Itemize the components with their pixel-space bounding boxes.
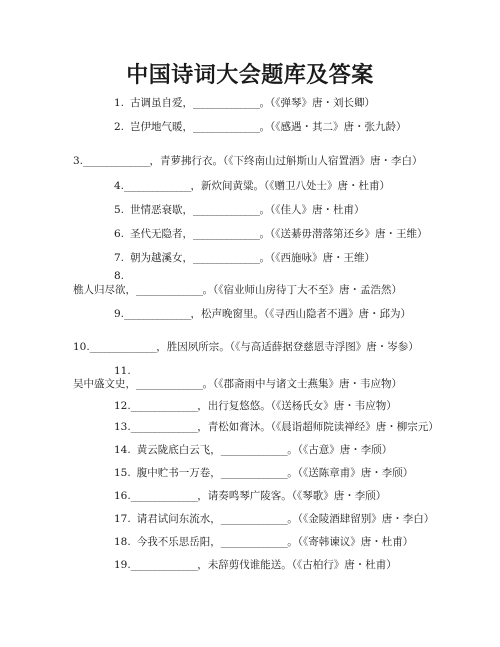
question-number: 10. xyxy=(73,341,90,353)
question-text-after: 。（《送綦毋潜落第还乡》唐・王维） xyxy=(259,228,428,240)
question-text-before: 岂伊地气暖， xyxy=(130,121,194,133)
question-text-before: 世情恶衰歇， xyxy=(130,204,194,216)
question-number: 13. xyxy=(114,421,131,433)
answer-blank: ______________ xyxy=(89,341,157,353)
answer-blank: ______________ xyxy=(124,180,191,192)
question-number: 19. xyxy=(114,559,131,571)
question-text-after: ，松声晚窗里。（《寻西山隐者不遇》唐・邱为） xyxy=(190,308,412,320)
question-4 xyxy=(114,180,390,193)
question-number: 14. xyxy=(114,444,131,456)
answer-blank: ______________ xyxy=(130,490,198,502)
answer-blank: ______________ xyxy=(193,204,260,216)
question-12 xyxy=(114,400,397,413)
question-15 xyxy=(114,467,413,480)
question-text-before: 古调虽自爱， xyxy=(130,97,194,109)
question-8 xyxy=(73,284,402,297)
question-text-after: ，青松如膏沐。（《晨诣超师院读禅经》唐・柳宗元） xyxy=(197,421,439,433)
question-text-before: 黄云陇底白云飞， xyxy=(136,444,221,456)
question-text-after: 。（《郡斋雨中与诸文士燕集》唐・韦应物） xyxy=(202,378,402,390)
answer-blank: ______________ xyxy=(193,228,260,240)
question-number: 2. xyxy=(114,121,125,133)
question-text-before: 圣代无隐者， xyxy=(130,228,194,240)
question-10 xyxy=(73,341,419,354)
answer-blank: ______________ xyxy=(136,378,203,390)
question-text-before: 今我不乐思岳阳， xyxy=(136,536,221,548)
question-text-after: 。（《送陈章甫》唐・李颀） xyxy=(287,467,414,479)
question-text-before: 请君试问东流水， xyxy=(136,513,221,525)
question-18 xyxy=(114,536,413,549)
question-text-after: 。（《金陵酒肆留别》唐・李白） xyxy=(287,513,435,525)
question-number: 4. xyxy=(114,180,125,192)
question-number: 7. xyxy=(114,252,125,264)
question-text-after: 。（《感遇・其二》唐・张九龄） xyxy=(259,121,407,133)
answer-blank: ______________ xyxy=(220,444,288,456)
question-16 xyxy=(114,490,386,503)
question-9 xyxy=(114,308,411,321)
question-text-after: 。（《宿业师山房待丁大不至》唐・孟浩然） xyxy=(202,284,402,296)
question-text-before: 樵人归尽欲， xyxy=(73,284,136,296)
answer-blank: ______________ xyxy=(220,513,288,525)
answer-blank: ______________ xyxy=(136,284,203,296)
answer-blank: ______________ xyxy=(193,97,260,109)
question-text-before: 腹中贮书一万卷， xyxy=(136,467,221,479)
question-2 xyxy=(114,121,407,134)
question-number: 5. xyxy=(114,204,125,216)
question-17 xyxy=(114,513,434,526)
question-text-after: ，未辞剪伐谁能送。（《古柏行》唐・杜甫） xyxy=(197,559,397,571)
question-text-after: ，出行复悠悠。（《送杨氏女》唐・韦应物） xyxy=(197,400,397,412)
answer-blank: ______________ xyxy=(130,421,198,433)
question-3 xyxy=(73,155,423,168)
question-text-after: 。（《佳人》唐・杜甫） xyxy=(259,204,365,216)
question-7 xyxy=(114,252,375,265)
question-text-after: 。（《寄韩谏议》唐・杜甫） xyxy=(287,536,414,548)
answer-blank: ______________ xyxy=(220,467,288,479)
question-19 xyxy=(114,559,397,572)
question-text-after: ，请奏鸣琴广陵客。（《琴歌》唐・李颀） xyxy=(197,490,387,502)
question-1 xyxy=(114,97,375,110)
question-text-before: 朝为越溪女， xyxy=(130,252,194,264)
answer-blank: ______________ xyxy=(220,536,288,548)
answer-blank: ______________ xyxy=(130,559,198,571)
question-number: 12. xyxy=(114,400,131,412)
question-number: 3. xyxy=(73,155,84,167)
question-number: 16. xyxy=(114,490,131,502)
question-text-after: ，新炊间黄粱。（《赠卫八处士》唐・杜甫） xyxy=(190,180,391,192)
question-text-after: 。（《弹琴》唐・刘长卿） xyxy=(259,97,376,109)
question-text-after: 。（《西施咏》唐・王维） xyxy=(259,252,376,264)
question-text-after: ，胜因夙所宗。（《与高适薛据登慈恩寺浮图》唐・岑参） xyxy=(156,341,419,353)
question-text-before: 吴中盛文史， xyxy=(73,378,136,390)
question-text-after: ，青萝拂行衣。（《下终南山过斛斯山人宿置酒》唐・李白） xyxy=(149,155,423,167)
question-8-number: 8. xyxy=(114,270,125,282)
answer-blank: ______________ xyxy=(193,121,260,133)
question-14 xyxy=(114,444,392,457)
answer-blank: ______________ xyxy=(83,155,150,167)
question-number: 17. xyxy=(114,513,131,525)
page-title: 中国诗词大会题库及答案 xyxy=(126,63,374,88)
question-number: 1. xyxy=(114,97,125,109)
question-11-number: 11. xyxy=(114,365,131,377)
answer-blank: ______________ xyxy=(193,252,260,264)
question-6 xyxy=(114,228,428,241)
question-number: 9. xyxy=(114,308,125,320)
question-number: 6. xyxy=(114,228,125,240)
answer-blank: ______________ xyxy=(130,400,198,412)
question-text-after: 。（《古意》唐・李颀） xyxy=(287,444,393,456)
answer-blank: ______________ xyxy=(124,308,191,320)
question-11 xyxy=(73,378,402,391)
question-13 xyxy=(114,421,439,434)
question-number: 18. xyxy=(114,536,131,548)
question-number: 15. xyxy=(114,467,131,479)
question-5 xyxy=(114,204,365,217)
